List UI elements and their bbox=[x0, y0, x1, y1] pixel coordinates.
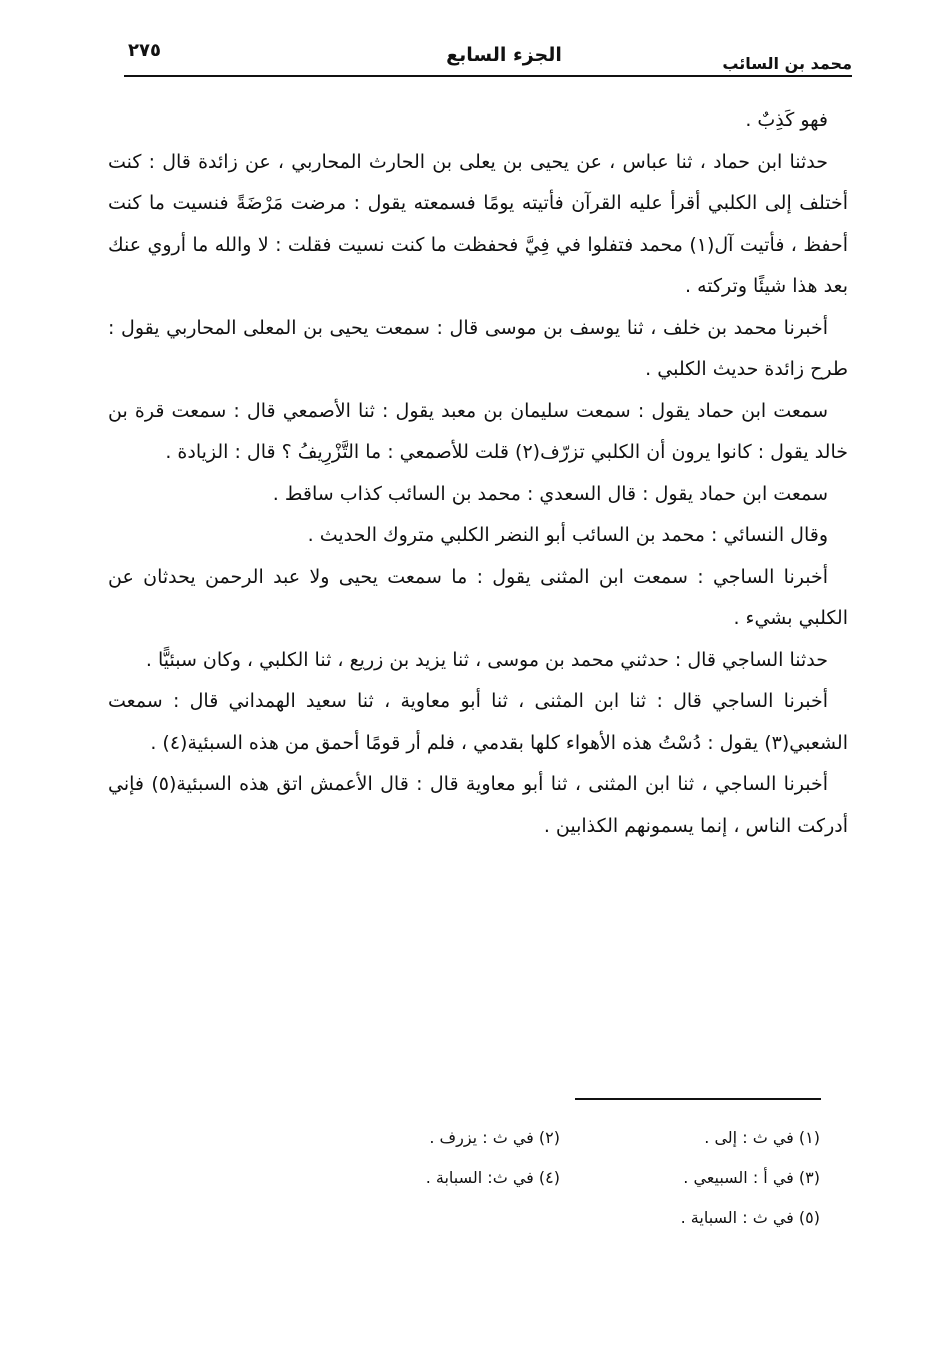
paragraph: أخبرنا محمد بن خلف ، ثنا يوسف بن موسى قال : سمعت يحيى بن المعلى المحاربي يقول : طرح زائدة حديث الكلبي . bbox=[108, 316, 848, 380]
paragraph: سمعت ابن حماد يقول : سمعت سليمان بن معبد يقول : ثنا الأصمعي قال : سمعت قرة بن خالد يقول : كانوا يرون أن الكلبي تزرّف(٢) قلت للأصمعي : ما التَّزْرِيفُ ؟ قال : الزيادة . bbox=[108, 399, 848, 463]
running-head bbox=[124, 34, 852, 74]
footnote-5: (٥) في ث : السباية . bbox=[680, 1208, 820, 1227]
paragraph: فهو كَذِبٌ . bbox=[745, 109, 828, 131]
footnote-row bbox=[300, 1158, 820, 1198]
footnote-1: (١) في ث : إلى . bbox=[704, 1128, 820, 1147]
body-text bbox=[108, 100, 848, 847]
footnote-4: (٤) في ث: السبابة . bbox=[425, 1168, 560, 1187]
author-running-title: محمد بن السائب bbox=[722, 54, 852, 73]
paragraph: سمعت ابن حماد يقول : قال السعدي : محمد بن السائب كذاب ساقط . bbox=[272, 482, 828, 505]
paragraph: أخبرنا الساجي : سمعت ابن المثنى يقول : ما سمعت يحيى ولا عبد الرحمن يحدثان عن الكلبي بشيء . bbox=[108, 565, 848, 629]
footnote-2: (٢) في ث : يزرف . bbox=[429, 1128, 560, 1147]
footnote-row bbox=[300, 1118, 820, 1158]
page-number: ٢٧٥ bbox=[128, 40, 161, 61]
footnote-row bbox=[300, 1198, 820, 1238]
paragraph: أخبرنا الساجي قال : ثنا ابن المثنى ، ثنا أبو معاوية ، ثنا سعيد الهمداني قال : سمعت الشعبي(٣) يقول : دُسْتُ هذه الأهواء كلها بقدمي ، فلم أر قومًا أحمق من هذه السبئية(٤) . bbox=[108, 690, 848, 754]
footnotes bbox=[300, 1118, 820, 1238]
footnote-3: (٣) في أ : السبيعي . bbox=[683, 1168, 820, 1187]
paragraph: وقال النسائي : محمد بن السائب أبو النضر الكلبي متروك الحديث . bbox=[307, 524, 828, 546]
footnote-rule bbox=[575, 1098, 821, 1100]
paragraph: حدثنا الساجي قال : حدثني محمد بن موسى ، ثنا يزيد بن زريع ، ثنا الكلبي ، وكان سبئيًّا . bbox=[145, 648, 828, 671]
header-rule bbox=[124, 75, 852, 77]
volume-title: الجزء السابع bbox=[446, 44, 562, 66]
paragraph: حدثنا ابن حماد ، ثنا عباس ، عن يحيى بن يعلى بن الحارث المحاربي ، عن زائدة قال : كنت أختلف إلى الكلبي أقرأ عليه القرآن فأتيته يومًا فسمعته يقول : مرضت مَرْضَةً فنسيت ما كنت أحفظ ، فأتيت آل(١) محمد فتفلوا في فِيَّ فحفظت ما كنت نسيت فقلت : لا والله ما أروي عنك بعد هذا شيئًا وتركته . bbox=[108, 150, 848, 297]
paragraph: أخبرنا الساجي ، ثنا ابن المثنى ، ثنا أبو معاوية قال : قال الأعمش اتق هذه السبئية(٥) فإني أدركت الناس ، إنما يسمونهم الكذابين . bbox=[108, 773, 848, 837]
